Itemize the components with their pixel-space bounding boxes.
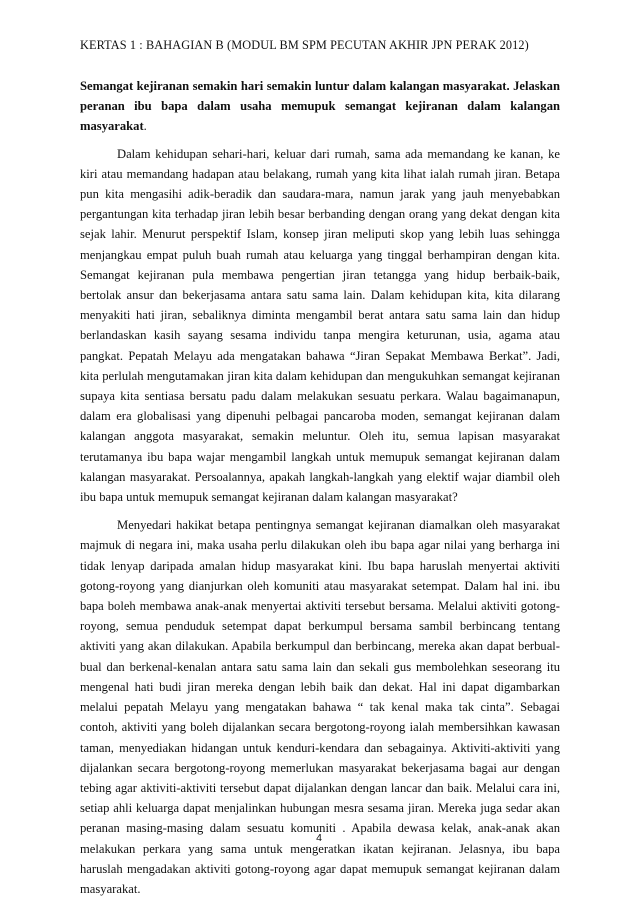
paragraph-point-one: Menyedari hakikat betapa pentingnya semangat kejiranan diamalkan oleh masyarakat majmuk di negara ini, maka usaha perlu dilakukan oleh ibu bapa agar nilai yang berharga ini tidak lenyap daripada amalan hidup masyarakat kini. Ibu bapa haruslah menyertai aktiviti gotong-royong yang dianjurkan oleh komuniti atau masyarakat setempat. Dalam hal ini. ibu bapa boleh membawa anak-anak menyertai aktiviti tersebut bersama. Melalui aktiviti gotong-royong, semua penduduk setempat dapat berkumpul bersama sambil berbincang tentang aktiviti yang akan dilakukan. Apabila berkumpul dan berbincang, mereka akan dapat berbual-bual dan berkenal-kenalan antara satu sama lain dan sekali gus membolehkan seseorang itu mengenal hati budi jiran mereka dengan lebih baik dan dekat. Hal ini dapat digambarkan melalui pepatah Melayu yang mengatakan bahawa “ tak kenal maka tak cinta”. Sebagai contoh, aktiviti yang boleh dijalankan secara bergotong-royong ialah membersihkan kawasan taman, menyediakan hidangan untuk kenduri-kendara dan sebagainya. Aktiviti-aktiviti yang dijalankan secara bergotong-royong memerlukan masyarakat bekerjasama bagai aur dengan tebing agar aktiviti-aktiviti tersebut dapat dijalankan dengan lancar dan baik. Melalui cara ini, setiap ahli keluarga dapat menjalinkan hubungan mesra sesama jiran. Mereka juga sedar akan peranan masing-masing dalam sesuatu komuniti . Apabila dewasa kelak, anak-anak akan melakukan perkara yang sama untuk mengeratkan ikatan kejiranan. Jelasnya, ibu bapa haruslah mengadakan aktiviti gotong-royong agar dapat memupuk semangat kejiranan dalam masyarakat. — [80, 518, 560, 896]
essay-question — [80, 76, 560, 137]
essay-question-end-mark: . — [143, 119, 147, 134]
paragraph-introduction: Dalam kehidupan sehari-hari, keluar dari rumah, sama ada memandang ke kanan, ke kiri atau memandang hadapan atau belakang, rumah yang kita lihat ialah rumah jiran. Betapa pun kita mengasihi adik-beradik dan saudara-mara, namun jarak yang jauh menyebabkan pergantungan kita terhadap jiran lebih besar berbanding dengan orang yang dekat dengan kita sejak lahir. Menurut perspektif Islam, konsep jiran meliputi skop yang lebih luas sehingga menjangkau empat puluh buah rumah atau keluarga yang tinggal berhampiran dengan kita. Semangat kejiranan pula membawa pengertian jiran tetangga yang hidup berbaik-baik, bertolak ansur dan bekerjasama antara satu sama lain. Dalam kehidupan kita, kita dilarang menyakiti hati jiran, sebaliknya diminta mengambil berat antara satu sama lain dan hidup berlandaskan kasih sayang sesama individu tanpa mengira keturunan, usia, agama atau pangkat. Pepatah Melayu ada mengatakan bahawa “Jiran Sepakat Membawa Berkat”. Jadi, kita perlulah mengutamakan jiran kita dalam kehidupan dan mengukuhkan semangat kejiranan supaya kita sentiasa bersatu padu dalam melakukan sesuatu perkara. Walau bagaimanapun, dalam era globalisasi yang dipenuhi pelbagai pancaroba moden, semangat kejiranan dalam kalangan anggota masyarakat, semakin meluntur. Oleh itu, semua lapisan masyarakat terutamanya ibu bapa wajar mengambil langkah untuk memupuk semangat kejiranan dalam kalangan masyarakat. Persoalannya, apakah langkah-langkah yang elektif wajar diambil oleh ibu bapa untuk memupuk semangat kejiranan dalam kalangan masyarakat? — [80, 146, 560, 505]
document-body — [80, 76, 560, 907]
document-header: KERTAS 1 : BAHAGIAN B (MODUL BM SPM PECUTAN AKHIR JPN PERAK 2012) — [80, 38, 529, 52]
essay-question-text: Semangat kejiranan semakin hari semakin luntur dalam kalangan masyarakat. Jelaskan peranan ibu bapa dalam usaha memupuk semangat kejiranan dalam kalangan masyarakat — [80, 79, 560, 134]
page-number: 4 — [316, 832, 322, 844]
